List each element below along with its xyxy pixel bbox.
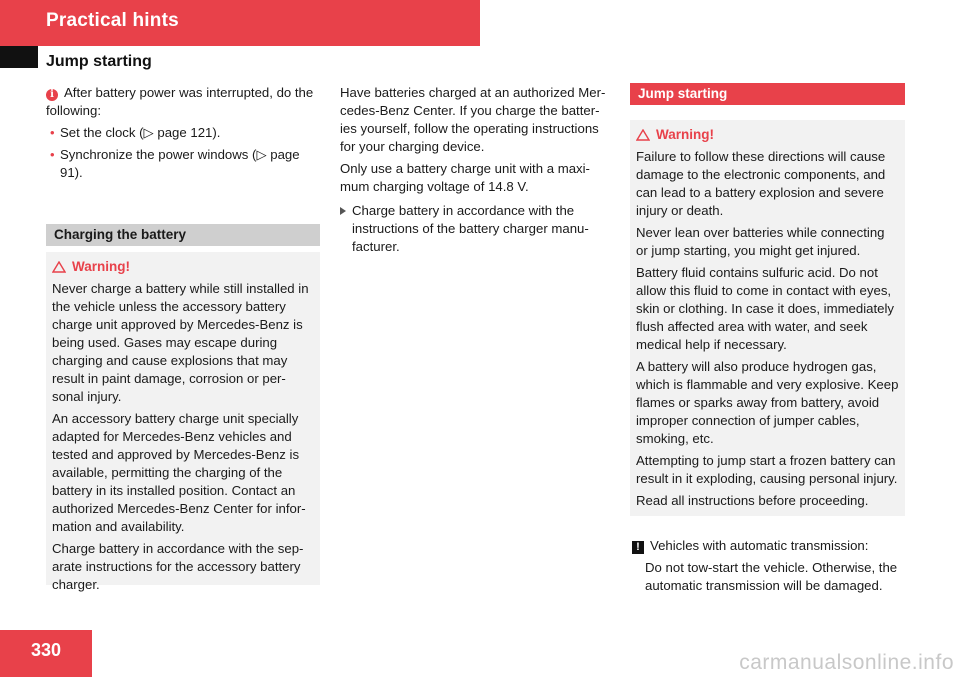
- warning-title: Warning!: [636, 126, 899, 144]
- subsection-title: Jump starting: [46, 53, 152, 70]
- warning-paragraph: Attempting to jump start a frozen battery can result in it exploding, causing personal injury.: [636, 453, 898, 486]
- transmission-notice: [632, 537, 907, 599]
- warning-paragraph: Read all instructions before proceeding.: [636, 493, 869, 508]
- jump-starting-heading: Jump starting: [630, 83, 905, 105]
- jump-warning-box: [630, 120, 905, 516]
- warning-paragraph: Never lean over batteries while connecting or jump starting, you might get injured.: [636, 225, 885, 258]
- body-paragraph: Have batteries charged at an authorized Mer-cedes-Benz Center. If you charge the batter-ies yourself, follow the operating instructions for your charging device.: [340, 85, 606, 154]
- warning-paragraph: Charge battery in accordance with the sep-arate instructions for the accessory battery charger.: [52, 541, 304, 592]
- warning-triangle-icon: [52, 261, 66, 273]
- warning-paragraph: An accessory battery charge unit specially adapted for Mercedes-Benz vehicles and tested and approved by Mercedes-Benz is available, permitting the charging of the battery in its installed position. Contact an authorized Mercedes-Benz Center for infor-mation and availability.: [52, 411, 306, 534]
- charging-heading: Charging the battery: [46, 224, 320, 246]
- warning-paragraph: A battery will also produce hydrogen gas, which is flammable and very explosive. Keep flames or sparks away from battery, avoid improper connection of jumper cables, smoking, etc.: [636, 359, 899, 446]
- section-title: Practical hints: [46, 10, 179, 31]
- watermark: carmanualsonline.info: [739, 651, 954, 674]
- warning-title: Warning!: [52, 258, 314, 276]
- list-item: • Synchronize the power windows (▷ page 91).: [50, 147, 300, 180]
- info-text: After battery power was interrupted, do the following:: [46, 85, 314, 118]
- info-note: [46, 84, 320, 186]
- notice-title: Vehicles with automatic transmission:: [650, 538, 869, 553]
- warning-triangle-icon: [636, 129, 650, 141]
- bullet-dot-icon: •: [50, 147, 55, 162]
- charging-warning-box: [46, 252, 320, 592]
- charging-instructions: [340, 84, 615, 256]
- header-tab-marker: [0, 46, 38, 68]
- notice-exclamation-icon: !: [632, 541, 644, 554]
- page-number: 330: [0, 630, 92, 677]
- bullet-dot-icon: •: [50, 125, 55, 140]
- notice-text: Do not tow-start the vehicle. Otherwise, the automatic transmission will be damaged.: [645, 560, 898, 593]
- info-icon: i: [46, 89, 58, 101]
- warning-paragraph: Failure to follow these directions will cause damage to the electronic components, and can lead to a battery explosion and severe injury or death.: [636, 149, 886, 218]
- step-arrow-icon: [340, 207, 346, 215]
- warning-paragraph: Never charge a battery while still installed in the vehicle unless the accessory battery charge unit approved by Mercedes-Benz is being used. Gases may escape during charging and cause explosions that may result in paint damage, corrosion or per-sonal injury.: [52, 281, 309, 404]
- list-item: • Set the clock (▷ page 121).: [50, 125, 221, 140]
- body-paragraph: Only use a battery charge unit with a maxi-mum charging voltage of 14.8 V.: [340, 161, 590, 194]
- step-item: Charge battery in accordance with the instructions of the battery charger manu-facturer.: [340, 202, 615, 256]
- warning-paragraph: Battery fluid contains sulfuric acid. Do not allow this fluid to come in contact with eyes, skin or clothing. In case it does, immediately flush affected area with water, and seek medical help if necessary.: [636, 265, 895, 352]
